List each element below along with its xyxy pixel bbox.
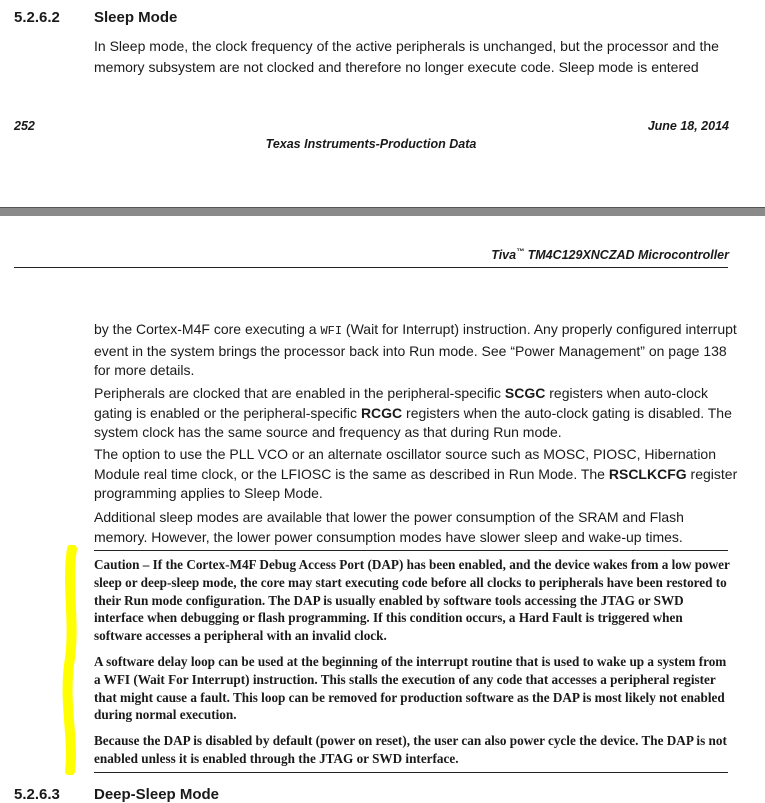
header-rule <box>14 267 728 268</box>
paragraph-clock-gating <box>94 384 740 443</box>
p2-text-e: registers when the auto-clock gating is disabled. The system clock has the same source and frequency as that during Run mode. <box>94 404 732 440</box>
caution-rule-top <box>94 550 728 551</box>
p1-text-b: (Wait for Interrupt) instruction. Any properly configured interrupt event in the system brings the processor back into Run mode. See “Power Management” on page 138 for more details. <box>94 321 737 378</box>
rcgc-register: RCGC <box>360 404 403 421</box>
p1-text-a: by the Cortex-M4F core executing a <box>94 321 321 337</box>
page-number: 252 <box>14 119 35 133</box>
highlighter-mark <box>60 545 86 775</box>
header-brand: Tiva <box>491 248 517 263</box>
scgc-register: SCGC <box>504 385 546 401</box>
header-product: TM4C129XNCZAD Microcontroller <box>527 248 729 263</box>
p2-text-a: Peripherals are clocked that are enabled in the peripheral-specific <box>94 385 505 401</box>
paragraph-additional-modes: Additional sleep modes are available that lower the power consumption of the SRAM and Flash memory. However, the lower power consumption modes have slower sleep and wake-up times. <box>94 509 684 545</box>
section-number: 5.2.6.2 <box>14 9 60 26</box>
caution-power-cycle-paragraph: Because the DAP is disabled by default (power on reset), the user can also power cycle the device. The DAP is not enabled unless it is enabled through the JTAG or SWD interface. <box>94 733 727 766</box>
page-separator <box>0 207 765 216</box>
page-header <box>491 247 729 262</box>
paragraph-oscillator <box>94 445 740 504</box>
wfi-code: WFI <box>320 324 343 338</box>
rsclkcfg-register: RSCLKCFG <box>608 465 687 482</box>
p2-text-c: registers when auto-clock gating is enabled or the peripheral-specific <box>94 385 708 421</box>
caution-paragraph: Caution – If the Cortex-M4F Debug Access Port (DAP) has been enabled, and the device wakes from a low power sleep or deep-sleep mode, the core may start executing code before all clocks to peripherals have been restored to their Run mode configuration. The DAP is usually enabled by software tools accessing the JTAG or SWD interface when debugging or flash programming. If this condition occurs, a Hard Fault is triggered when software accesses a peripheral with an invalid clock. <box>94 557 730 644</box>
p3-text-a: The option to use the PLL VCO or an alternate oscillator source such as MOSC, PIOSC, Hibernation Module real time clock, or the LFIOSC is the same as described in Run Mode. The <box>94 446 717 482</box>
caution-rule-bottom <box>94 772 728 773</box>
section-title: Sleep Mode <box>94 9 178 26</box>
next-section-title: Deep-Sleep Mode <box>94 786 220 803</box>
trademark-symbol: ™ <box>516 247 525 256</box>
p3-text-c: register programming applies to Sleep Mode. <box>94 465 738 501</box>
footer-date: June 18, 2014 <box>647 119 729 133</box>
next-section-number: 5.2.6.3 <box>14 786 60 803</box>
caution-delay-paragraph: A software delay loop can be used at the beginning of the interrupt routine that is used to wake up a system from a WFI (Wait For Interrupt) instruction. This stalls the execution of any code that accesses a peripheral register that might cause a fault. This loop can be removed for production software as the DAP is most likely not enabled during normal execution. <box>94 654 727 723</box>
paragraph-wfi <box>94 320 740 381</box>
footer-publisher: Texas Instruments-Production Data <box>265 137 477 151</box>
intro-paragraph: In Sleep mode, the clock frequency of the active peripherals is unchanged, but the processor and the memory subsystem are not clocked and therefore no longer execute code. Sleep mode is entered <box>94 38 719 75</box>
